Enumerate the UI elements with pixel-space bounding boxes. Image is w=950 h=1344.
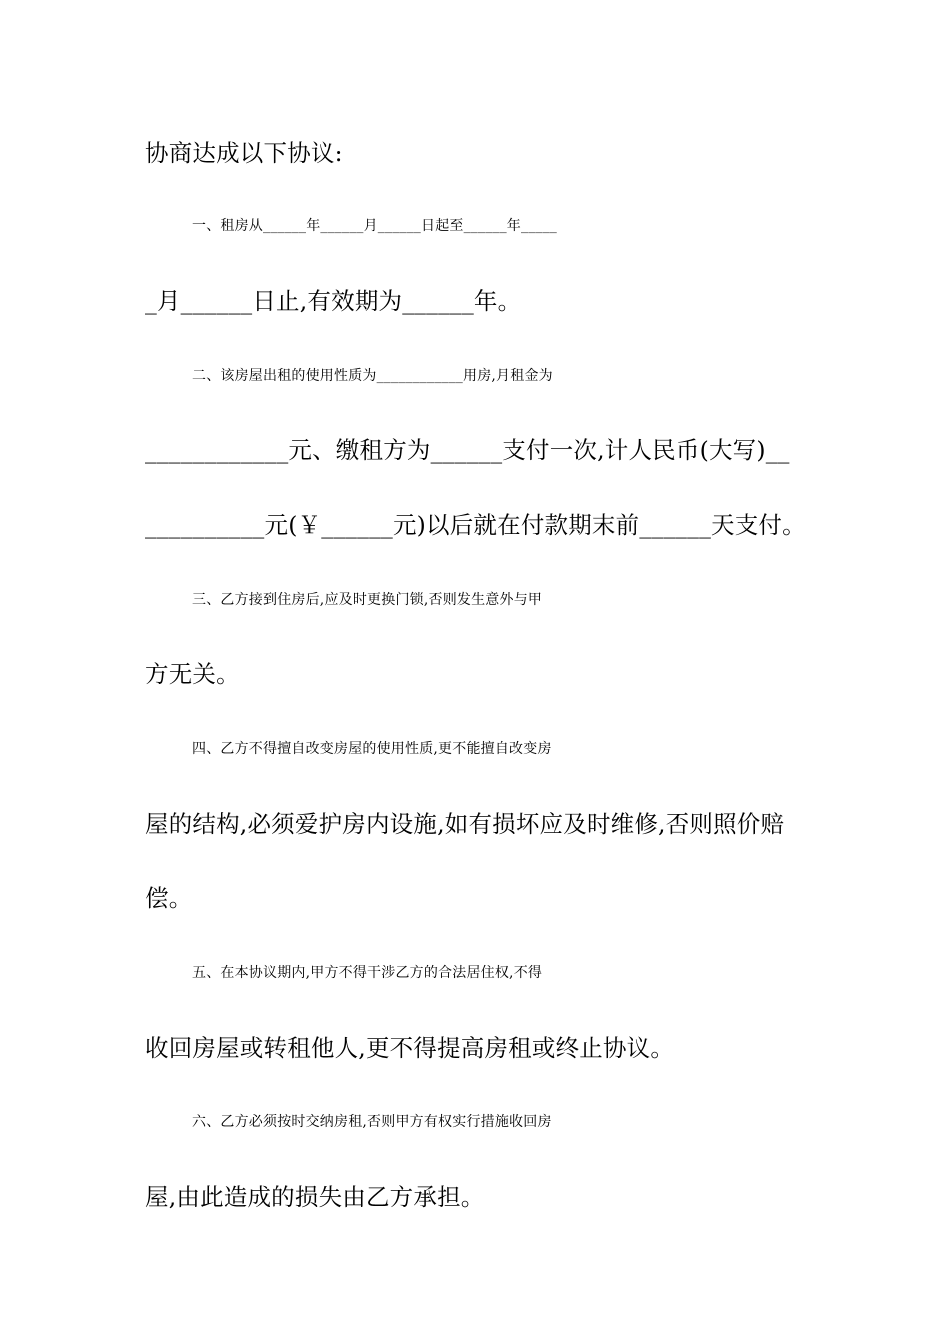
clause-2-line-2: ____________元、缴租方为______支付一次,计人民币(大写)__ bbox=[145, 436, 790, 464]
clause-4-line-2: 屋的结构,必须爱护房内设施,如有损坏应及时维修,否则照价赔 bbox=[145, 810, 785, 838]
clause-5-line-1: 五、在本协议期内,甲方不得干涉乙方的合法居住权,不得 bbox=[192, 965, 543, 981]
clause-6-line-2: 屋,由此造成的损失由乙方承担。 bbox=[145, 1183, 485, 1211]
clause-4-line-1: 四、乙方不得擅自改变房屋的使用性质,更不能擅自改变房 bbox=[192, 741, 552, 757]
clause-3-line-1: 三、乙方接到住房后,应及时更换门锁,否则发生意外与甲 bbox=[192, 592, 543, 608]
clause-1-line-1: 一、租房从______年______月______日起至______年_____ bbox=[192, 218, 557, 234]
clause-2-line-3: __________元(￥______元)以后就在付款期末前______天支付。 bbox=[145, 511, 806, 539]
intro-line: 协商达成以下协议: bbox=[145, 139, 343, 167]
clause-3-line-2: 方无关。 bbox=[145, 660, 240, 688]
clause-1-line-2: _月______日止,有效期为______年。 bbox=[145, 287, 522, 315]
clause-6-line-1: 六、乙方必须按时交纳房租,否则甲方有权实行措施收回房 bbox=[192, 1114, 552, 1130]
clause-4-line-3: 偿。 bbox=[145, 884, 193, 912]
clause-2-line-1: 二、该房屋出租的使用性质为____________用房,月租金为 bbox=[192, 368, 553, 384]
clause-5-line-2: 收回房屋或转租他人,更不得提高房租或终止协议。 bbox=[145, 1034, 675, 1062]
